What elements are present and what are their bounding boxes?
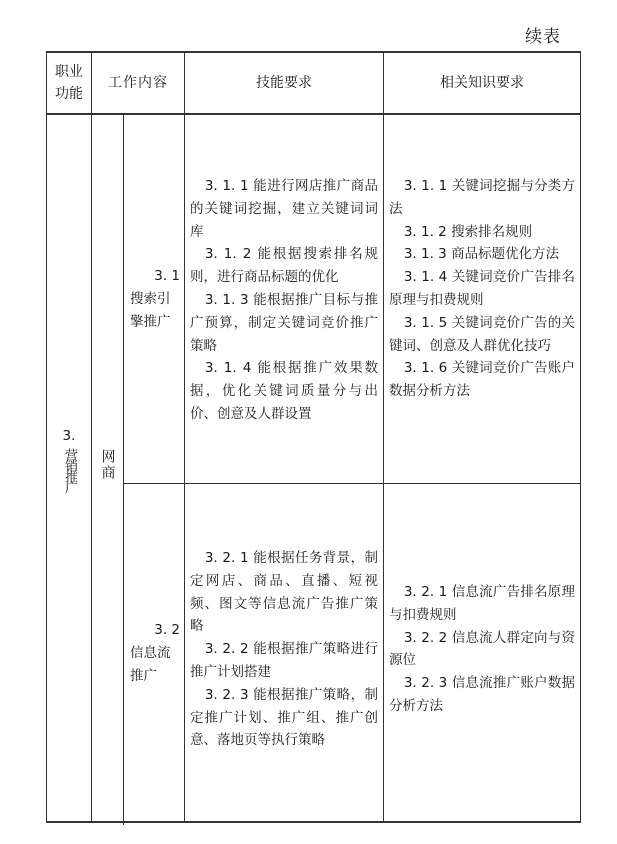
category-cell: [92, 449, 123, 481]
skill-item: 3. 1. 2 能根据搜索排名规则，进行商品标题的优化: [190, 246, 378, 286]
work-item-3-2: [130, 619, 182, 688]
function-name: 营销推广: [62, 447, 77, 492]
knowledge-item: 3. 1. 2 搜索排名规则: [403, 223, 533, 240]
knowledge-item: 3. 1. 3 商品标题优化方法: [403, 246, 560, 263]
work-item-number: 3. 2: [154, 622, 180, 638]
work-item-number: 3. 1: [154, 268, 180, 284]
col-divider: [383, 53, 384, 821]
knowledge-item: 3. 1. 6 关键词竞价广告账户数据分析方法: [389, 360, 575, 400]
function-cell: [47, 425, 91, 492]
knowledge-item: 3. 1. 1 关键词挖掘与分类方法: [389, 178, 575, 217]
header-knowledge: 相关知识要求: [440, 75, 524, 91]
knowledge-3-2: [389, 581, 575, 718]
category-label: 网商: [99, 449, 116, 481]
skills-3-1: [190, 175, 378, 426]
knowledge-item: 3. 2. 3 信息流推广账户数据分析方法: [389, 675, 575, 714]
competency-table: [46, 51, 581, 823]
knowledge-item: 3. 1. 5 关键词竞价广告的关键词、创意及人群优化技巧: [389, 314, 575, 354]
work-item-name: 搜索引擎推广: [130, 291, 171, 330]
knowledge-item: 3. 2. 1 信息流广告排名原理与扣费规则: [389, 584, 575, 623]
function-number: 3.: [62, 428, 76, 444]
skills-3-2: [190, 547, 378, 752]
header-skill: 技能要求: [256, 75, 312, 91]
work-item-name: 信息流推广: [130, 645, 171, 684]
col-divider: [91, 53, 92, 821]
col-divider: [580, 53, 581, 821]
col-divider: [123, 113, 124, 825]
header-work-content: 工作内容: [108, 75, 168, 91]
header-function: 职业 功能: [55, 64, 83, 102]
skill-item: 3. 2. 1 能根据任务背景，制定网店、商品、直播、短视频、图文等信息流广告推广策略: [190, 550, 378, 635]
skill-item: 3. 2. 3 能根据推广策略，制定推广计划、推广组、推广创意、落地页等执行策略: [190, 686, 378, 749]
knowledge-3-1: [389, 175, 575, 403]
work-item-3-1: [130, 265, 182, 334]
knowledge-item: 3. 2. 2 信息流人群定向与资源位: [389, 629, 575, 669]
skill-item: 3. 1. 3 能根据推广目标与推广预算，制定关键词竞价推广策略: [190, 291, 378, 354]
knowledge-item: 3. 1. 4 关键词竞价广告排名原理与扣费规则: [389, 269, 575, 308]
continued-table-label: 续表: [525, 27, 561, 47]
header-divider: [46, 113, 581, 115]
skill-item: 3. 2. 2 能根据推广策略进行推广计划搭建: [190, 641, 378, 680]
row-divider: [123, 483, 581, 484]
col-divider: [184, 53, 185, 821]
skill-item: 3. 1. 4 能根据推广效果数据，优化关键词质量分与出价、创意及人群设置: [190, 360, 378, 422]
skill-item: 3. 1. 1 能进行网店推广商品的关键词挖掘，建立关键词词库: [190, 178, 378, 240]
